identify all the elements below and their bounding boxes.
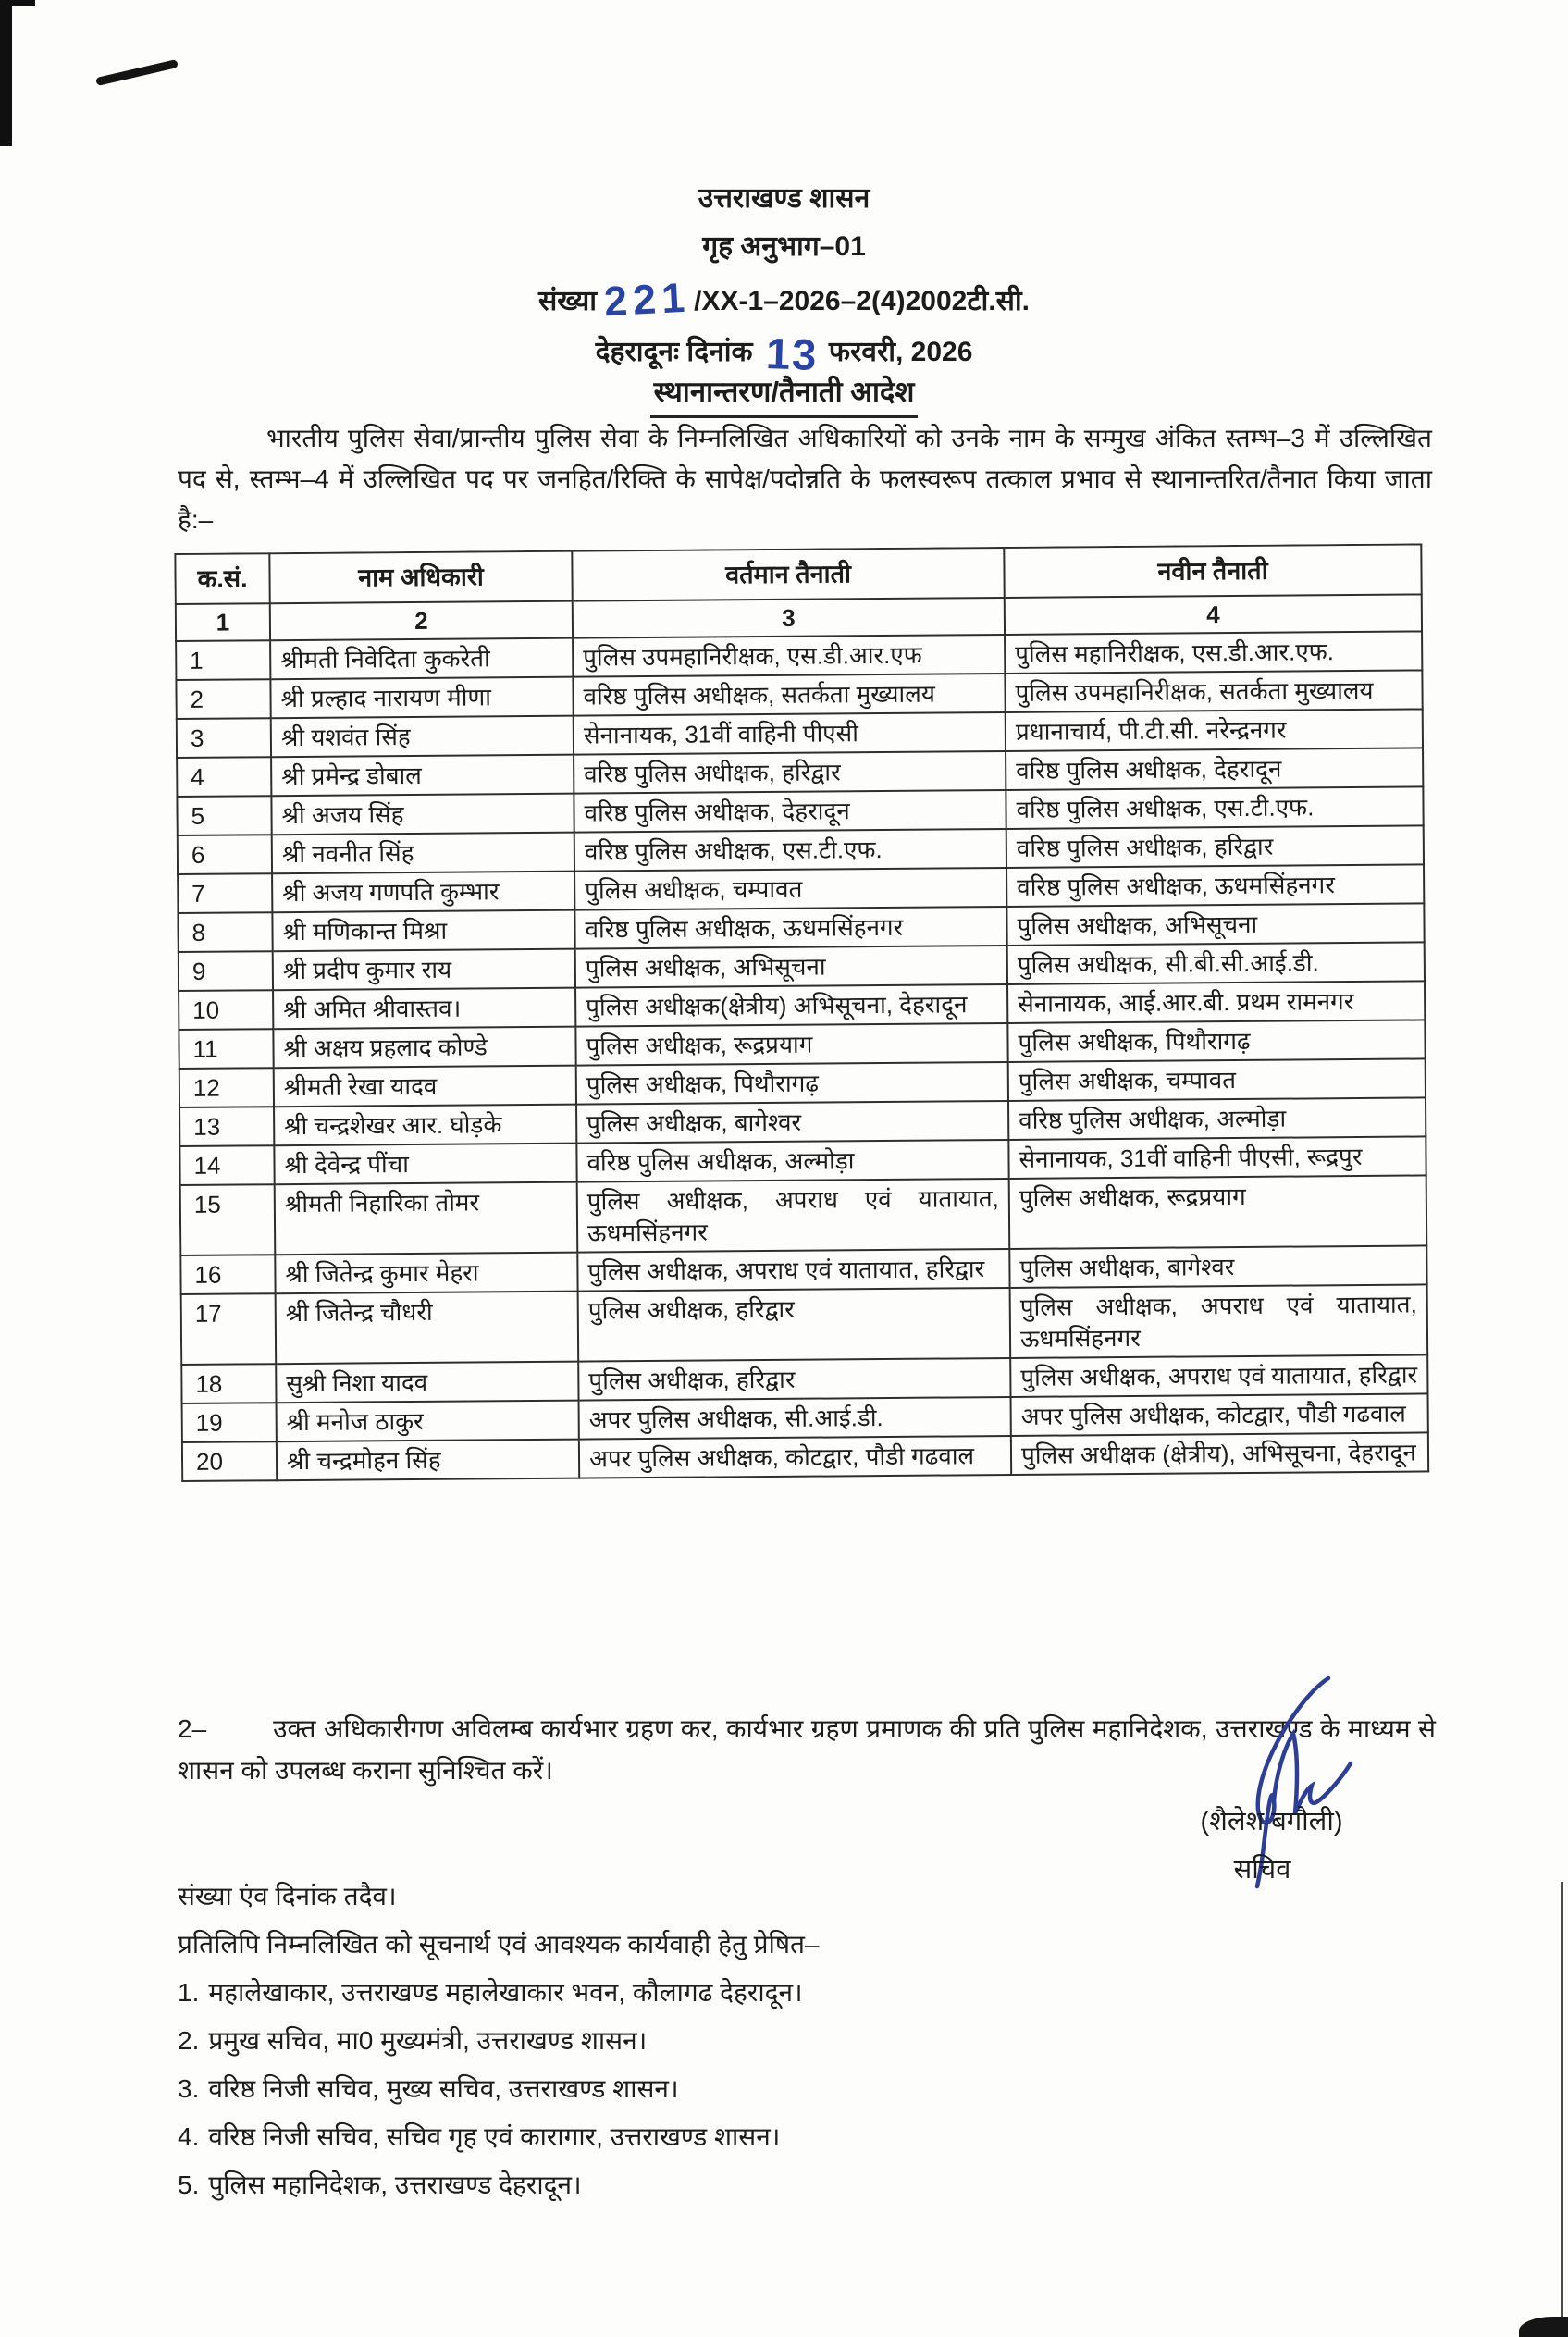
letter-number-prefix: संख्या xyxy=(538,286,598,316)
cell-serial: 10 xyxy=(179,990,273,1030)
table-row xyxy=(180,1175,1427,1255)
cell-new-posting: पुलिस अधीक्षक, रूद्रप्रयाग xyxy=(1009,1175,1427,1249)
cell-officer-name: श्री देवेन्द्र पींचा xyxy=(274,1144,576,1185)
cell-serial: 11 xyxy=(179,1029,273,1069)
transfer-table-container xyxy=(174,543,1441,1693)
cell-current-posting: वरिष्ठ पुलिस अधीक्षक, अल्मोड़ा xyxy=(576,1140,1008,1182)
cell-new-posting: वरिष्ठ पुलिस अधीक्षक, एस.टी.एफ. xyxy=(1006,786,1423,829)
cell-serial: 3 xyxy=(177,718,271,758)
cell-officer-name: सुश्री निशा यादव xyxy=(276,1362,578,1403)
closing-paragraph-text: उक्त अधिकारीगण अविलम्ब कार्यभार ग्रहण कर, कार्यभार ग्रहण प्रमाणक की प्रति पुलिस महानिदेशक, उत्तराखण्ड के माध्यम से शासन को उपलब्ध कराना सुनिश्चित करें। xyxy=(178,1714,1436,1785)
cell-officer-name: श्री अजय सिंह xyxy=(271,794,574,835)
copy-item xyxy=(178,2113,1454,2161)
table-body xyxy=(176,631,1428,1481)
cell-current-posting: पुलिस अधीक्षक, हरिद्वार xyxy=(578,1288,1011,1362)
cell-current-posting: अपर पुलिस अधीक्षक, सी.आई.डी. xyxy=(579,1397,1011,1440)
letter-number-line xyxy=(0,272,1568,326)
cell-officer-name: श्री चन्द्रमोहन सिंह xyxy=(277,1440,579,1481)
cell-new-posting: वरिष्ठ पुलिस अधीक्षक, हरिद्वार xyxy=(1006,825,1424,868)
cell-serial: 16 xyxy=(180,1255,275,1294)
cell-new-posting: वरिष्ठ पुलिस अधीक्षक, ऊधमसिंहनगर xyxy=(1006,864,1424,907)
cell-new-posting: वरिष्ठ पुलिस अधीक्षक, देहरादून xyxy=(1006,748,1423,790)
cell-current-posting: वरिष्ठ पुलिस अधीक्षक, देहरादून xyxy=(574,790,1006,833)
cell-current-posting: पुलिस अधीक्षक, अपराध एवं यातायात, हरिद्वार xyxy=(577,1249,1009,1292)
copy-item-number: 3. xyxy=(178,2074,200,2103)
cell-new-posting: सेनानायक, 31वीं वाहिनी पीएसी, रूद्रपुर xyxy=(1008,1136,1426,1179)
cell-officer-name: श्री जितेन्द्र चौधरी xyxy=(276,1292,579,1365)
scan-corner-blob xyxy=(1519,2317,1568,2337)
cell-serial: 20 xyxy=(182,1441,277,1481)
copy-item xyxy=(178,2161,1454,2209)
cell-new-posting: पुलिस अधीक्षक, चम्पावत xyxy=(1008,1058,1426,1101)
cell-current-posting: अपर पुलिस अधीक्षक, कोटद्वार, पौडी गढवाल xyxy=(579,1436,1011,1478)
scan-edge-left xyxy=(0,0,12,146)
cell-new-posting: पुलिस अधीक्षक (क्षेत्रीय), अभिसूचना, देहरादून xyxy=(1011,1432,1428,1475)
table-row xyxy=(181,1284,1428,1365)
footer-section xyxy=(178,1873,1454,2209)
cell-current-posting: वरिष्ठ पुलिस अधीक्षक, सतर्कता मुख्यालय xyxy=(573,674,1005,716)
cell-current-posting: पुलिस अधीक्षक, पिथौरागढ़ xyxy=(576,1062,1008,1105)
cell-serial: 12 xyxy=(179,1068,274,1107)
cell-officer-name: श्री अमित श्रीवास्तव। xyxy=(273,988,575,1030)
cell-new-posting: पुलिस अधीक्षक, अपराध एवं यातायात, हरिद्वार xyxy=(1010,1354,1427,1397)
copy-item-text: महालेखाकार, उत्तराखण्ड महालेखाकार भवन, कौलागढ देहरादून। xyxy=(208,1978,803,2007)
cell-serial: 13 xyxy=(179,1107,274,1146)
cell-current-posting: पुलिस अधीक्षक, बागेश्वर xyxy=(576,1101,1008,1144)
cell-officer-name: श्री अजय गणपति कुम्भार xyxy=(272,872,574,913)
column-number: 3 xyxy=(573,598,1005,638)
cell-current-posting: पुलिस अधीक्षक, चम्पावत xyxy=(574,868,1006,910)
pen-mark xyxy=(95,59,179,86)
cell-officer-name: श्री यशवंत सिंह xyxy=(271,716,574,758)
cell-officer-name: श्री प्रल्हाद नारायण मीणा xyxy=(270,677,573,719)
copy-item-number: 2. xyxy=(178,2026,200,2055)
copy-item xyxy=(178,2065,1454,2113)
copy-item-number: 1. xyxy=(178,1978,200,2007)
header-new-posting: नवीन तैनाती xyxy=(1004,544,1421,598)
department-section: गृह अनुभाग–01 xyxy=(702,231,866,262)
date-line xyxy=(0,320,1568,379)
cell-new-posting: प्रधानाचार्य, पी.टी.सी. नरेन्द्रनगर xyxy=(1006,709,1423,751)
cell-current-posting: पुलिस अधीक्षक(क्षेत्रीय) अभिसूचना, देहरादून xyxy=(575,984,1007,1027)
cell-serial: 7 xyxy=(178,873,272,913)
cell-current-posting: पुलिस उपमहानिरीक्षक, एस.डी.आर.एफ xyxy=(573,635,1005,677)
copy-item-number: 4. xyxy=(178,2122,200,2151)
signatory-designation: सचिव xyxy=(1233,1855,1291,1885)
cell-new-posting: सेनानायक, आई.आर.बी. प्रथम रामनगर xyxy=(1007,981,1425,1023)
cell-serial: 15 xyxy=(180,1184,276,1255)
cell-current-posting: सेनानायक, 31वीं वाहिनी पीएसी xyxy=(574,712,1006,755)
copy-item xyxy=(178,1969,1454,2017)
cell-new-posting: पुलिस अधीक्षक, अभिसूचना xyxy=(1006,903,1424,946)
intro-paragraph: भारतीय पुलिस सेवा/प्रान्तीय पुलिस सेवा के निम्नलिखित अधिकारियों को उनके नाम के सम्मुख अंकित स्तम्भ–3 में उल्लिखित पद से, स्तम्भ–4 में उल्लिखित पद पर जनहित/रिक्ति के सापेक्ष/पदोन्नति के फलस्वरूप तत्काल प्रभाव से स्थानान्तरित/तैनात किया जाता है:– xyxy=(178,424,1433,534)
cell-serial: 1 xyxy=(176,640,270,680)
scan-edge-top xyxy=(0,0,35,6)
cell-current-posting: वरिष्ठ पुलिस अधीक्षक, ऊधमसिंहनगर xyxy=(574,907,1006,949)
date-suffix: फरवरी, 2026 xyxy=(828,337,973,367)
same-number-line: संख्या एंव दिनांक तदैव। xyxy=(178,1882,397,1910)
paragraph-number: 2– xyxy=(178,1714,207,1743)
cell-officer-name: श्री प्रमेन्द्र डोबाल xyxy=(271,755,574,797)
cell-new-posting: पुलिस अधीक्षक, पिथौरागढ़ xyxy=(1007,1020,1425,1062)
cell-serial: 2 xyxy=(176,679,270,719)
cell-officer-name: श्री नवनीत सिंह xyxy=(272,833,574,874)
cell-serial: 17 xyxy=(181,1293,277,1365)
cell-officer-name: श्री अक्षय प्रहलाद कोण्डे xyxy=(273,1027,575,1069)
copy-item-text: प्रमुख सचिव, मा0 मुख्यमंत्री, उत्तराखण्ड शासन। xyxy=(208,2026,648,2055)
cell-current-posting: पुलिस अधीक्षक, हरिद्वार xyxy=(578,1358,1010,1401)
column-number: 2 xyxy=(270,601,573,641)
cell-new-posting: पुलिस महानिरीक्षक, एस.डी.आर.एफ. xyxy=(1005,631,1422,674)
copy-item-number: 5. xyxy=(178,2170,200,2199)
cell-officer-name: श्रीमती निहारिका तोमर xyxy=(275,1182,578,1255)
column-number: 4 xyxy=(1005,594,1422,635)
cell-serial: 4 xyxy=(177,757,271,797)
signatory-name: (शैलेश बगौली) xyxy=(1200,1807,1343,1836)
cell-serial: 8 xyxy=(178,912,272,952)
cell-officer-name: श्री जितेन्द्र कुमार मेहरा xyxy=(275,1253,577,1294)
transfer-table xyxy=(174,543,1429,1482)
cell-serial: 6 xyxy=(178,835,272,874)
cell-new-posting: पुलिस अधीक्षक, अपराध एवं यातायात, ऊधमसिंहनगर xyxy=(1010,1284,1428,1358)
cell-current-posting: वरिष्ठ पुलिस अधीक्षक, एस.टी.एफ. xyxy=(574,829,1006,872)
cell-serial: 9 xyxy=(179,951,273,991)
column-number: 1 xyxy=(176,603,270,641)
cell-current-posting: पुलिस अधीक्षक, अभिसूचना xyxy=(575,946,1007,988)
cell-serial: 5 xyxy=(177,796,271,835)
copy-item xyxy=(178,2017,1454,2065)
copy-forward-line: प्रतिलिपि निम्नलिखित को सूचनार्थ एवं आवश्यक कार्यवाही हेतु प्रेषित– xyxy=(178,1930,820,1959)
government-name: उत्तराखण्ड शासन xyxy=(698,183,870,214)
copy-item-text: पुलिस महानिदेशक, उत्तराखण्ड देहरादून। xyxy=(208,2170,582,2199)
cell-new-posting: पुलिस अधीक्षक, बागेश्वर xyxy=(1009,1245,1426,1288)
cell-new-posting: अपर पुलिस अधीक्षक, कोटद्वार, पौडी गढवाल xyxy=(1011,1393,1428,1436)
scan-edge-right xyxy=(1561,1882,1563,2337)
copy-item-text: वरिष्ठ निजी सचिव, मुख्य सचिव, उत्तराखण्ड शासन। xyxy=(208,2074,679,2103)
header-officer-name: नाम अधिकारी xyxy=(269,551,572,604)
cell-officer-name: श्री मनोज ठाकुर xyxy=(277,1401,579,1442)
cell-current-posting: पुलिस अधीक्षक, रूद्रप्रयाग xyxy=(575,1023,1007,1066)
cell-officer-name: श्री मणिकान्त मिश्रा xyxy=(272,910,574,952)
order-title: स्थानान्तरण/तैनाती आदेश xyxy=(650,372,919,418)
header-current-posting: वर्तमान तैनाती xyxy=(572,548,1004,601)
header-serial: क.सं. xyxy=(175,553,269,604)
cell-officer-name: श्री प्रदीप कुमार राय xyxy=(273,949,575,991)
cell-current-posting: वरिष्ठ पुलिस अधीक्षक, हरिद्वार xyxy=(574,751,1006,794)
cell-current-posting: पुलिस अधीक्षक, अपराध एवं यातायात, ऊधमसिंहनगर xyxy=(577,1179,1010,1253)
order-title-row xyxy=(0,372,1568,418)
cell-new-posting: वरिष्ठ पुलिस अधीक्षक, अल्मोड़ा xyxy=(1008,1097,1426,1140)
handwritten-letter-number: 221 xyxy=(602,273,692,326)
cell-serial: 14 xyxy=(179,1145,274,1185)
cell-officer-name: श्रीमती निवेदिता कुकरेती xyxy=(270,638,573,680)
cell-serial: 19 xyxy=(182,1403,277,1442)
cell-officer-name: श्री चन्द्रशेखर आर. घोड़के xyxy=(274,1105,576,1146)
handwritten-date: 13 xyxy=(764,328,819,379)
letter-number-suffix: /XX-1–2026–2(4)2002टी.सी. xyxy=(694,286,1030,316)
cell-new-posting: पुलिस उपमहानिरीक्षक, सतर्कता मुख्यालय xyxy=(1005,670,1422,712)
cell-new-posting: पुलिस अधीक्षक, सी.बी.सी.आई.डी. xyxy=(1007,942,1425,984)
cell-serial: 18 xyxy=(181,1364,276,1403)
cell-officer-name: श्रीमती रेखा यादव xyxy=(274,1066,576,1107)
copy-item-text: वरिष्ठ निजी सचिव, सचिव गृह एवं कारागार, उत्तराखण्ड शासन। xyxy=(208,2122,781,2151)
date-prefix: देहरादूनः दिनांक xyxy=(595,337,753,367)
